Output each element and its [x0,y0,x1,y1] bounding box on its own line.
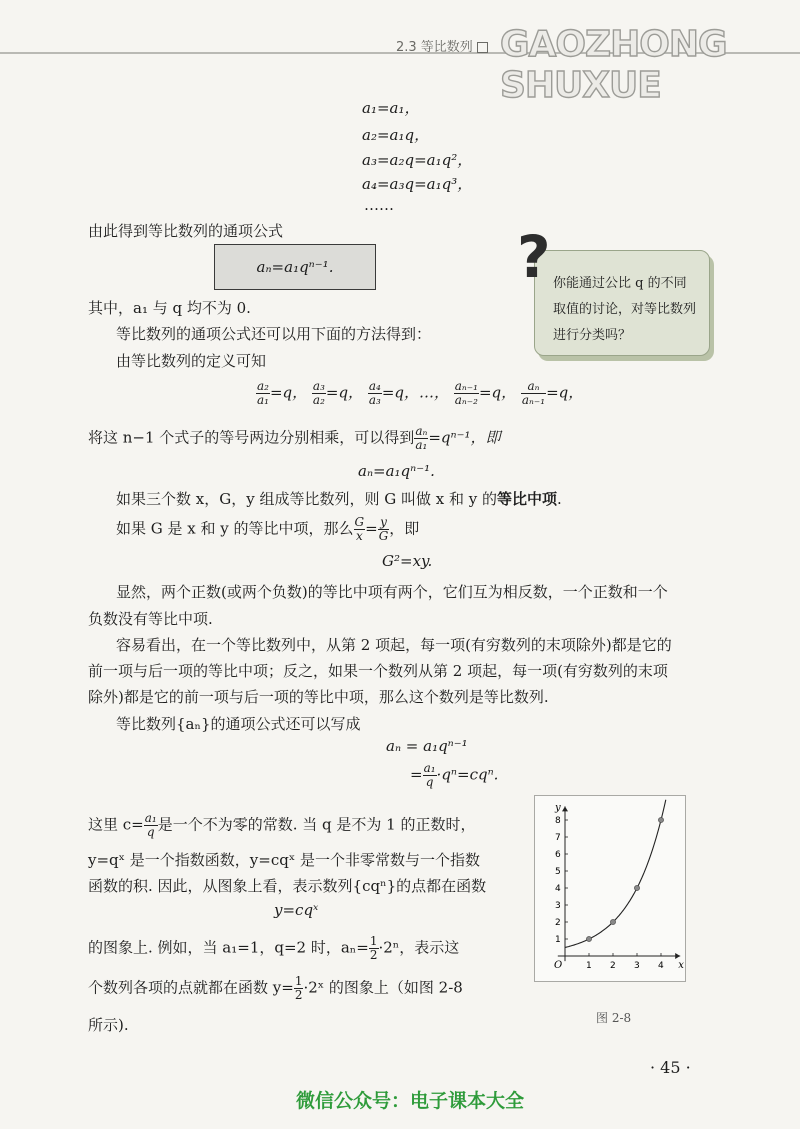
fraction: $\frac{\text{a₃}}{\text{a₂}}$ [312,379,325,407]
question-mark-icon: ? [517,223,551,291]
formula: = $\frac{\text{a₁}}{q}$ ·qⁿ=cqⁿ. [410,761,499,789]
data-point [634,885,639,890]
brand-logo: GAOZHONG SHUXUE [500,24,727,106]
term-geometric-mean: 等比中项 [496,490,557,508]
section-heading: 2.3 等比数列 [396,36,488,55]
watermark-text: 微信公众号：电子课本大全 [296,1090,525,1112]
fraction: $\frac{\text{aₙ₋₁}}{\text{aₙ₋₂}}$ [454,379,478,407]
paragraph: 所示). [88,1016,129,1034]
x-axis-label: x [678,960,684,971]
y-tick-label: 8 [555,816,561,826]
y-tick-label: 4 [555,884,561,894]
exponential-curve [565,800,666,948]
paragraph: 前一项与后一项的等比中项；反之，如果一个数列从第 2 项起，每一项(有穷数列的末项 [88,662,668,680]
paragraph: 个数列各项的点就都在函数 y= $\frac{1}{2}$ ·2ˣ 的图象上（如图 2-8 [88,974,463,1002]
y-tick-label: 1 [555,935,561,945]
origin-label: O [554,960,563,971]
fraction: $\frac{y}{G}$ [378,515,389,543]
derivation-ellipsis: …… [364,196,394,214]
x-tick-label: 4 [658,961,664,971]
derivation-line: a₄=a₃q=a₁q³， [362,175,473,193]
paragraph: 的图象上. 例如，当 a₁=1，q=2 时，aₙ= $\frac{1}{2}$ ·2ⁿ，表示这 [88,934,460,962]
y-axis-arrow-icon [562,806,568,811]
paragraph: 容易看出，在一个等比数列中，从第 2 项起，每一项(有穷数列的末项除外)都是它的 [116,636,672,654]
paragraph: 这里 c= $\frac{\text{a₁}}{q}$ 是一个不为零的常数. 当 q 是不为 1 的正数时， [88,811,476,839]
fraction: $\frac{\text{a₄}}{\text{a₃}}$ [368,379,381,407]
derivation-line: a₂=a₁q， [362,126,430,144]
fraction: $\frac{\text{aₙ}}{\text{aₙ₋₁}}$ [521,379,546,407]
paragraph: 如果三个数 x，G，y 组成等比数列，则 G 叫做 x 和 y 的等比中项. [116,490,562,508]
paragraph: 除外)都是它的前一项与后一项的等比中项，那么这个数列是等比数列. [88,688,549,706]
y-tick-label: 5 [555,867,561,877]
y-tick-label: 6 [555,850,561,860]
x-tick-label: 3 [634,961,640,971]
y-tick-label: 2 [555,918,561,928]
paragraph: 其中，a₁ 与 q 均不为 0. [88,299,251,317]
data-point [610,919,615,924]
derivation-line: a₁=a₁， [362,99,420,117]
paragraph: 由此得到等比数列的通项公式 [88,222,284,240]
y-tick-label: 3 [555,901,561,911]
general-term-formula: aₙ=a₁qⁿ⁻¹. [256,258,334,276]
paragraph: 如果 G 是 x 和 y 的等比中项，那么 $\frac{G}{x}$ = $\frac{y}{G}$ ，即 [116,515,420,543]
general-term-formula-box [214,244,376,290]
y-axis-label: y [555,802,561,814]
derivation-line: a₃=a₂q=a₁q²， [362,151,473,169]
paragraph: 等比数列{aₙ}的通项公式还可以写成 [116,715,361,733]
data-point [586,936,591,941]
paragraph: 负数没有等比中项. [88,610,213,628]
paragraph: 将这 n−1 个式子的等号两边分别相乘，可以得到 $\frac{\text{aₙ}}{\text{a₁}}$ =qⁿ⁻¹，即 [88,424,501,452]
y-tick-label: 7 [555,833,561,843]
square-icon [477,42,488,53]
x-tick-label: 1 [586,961,592,971]
page-number: · 45 · [650,1058,691,1077]
data-point [658,817,663,822]
fraction: $\frac{1}{2}$ [294,974,303,1002]
paragraph: 由等比数列的定义可知 [116,352,267,370]
thinking-tip-box [517,223,710,356]
fraction: $\frac{G}{x}$ [354,515,365,543]
fraction: $\frac{1}{2}$ [369,934,378,962]
figure-caption: 图 2-8 [596,1011,632,1025]
fraction: $\frac{\text{aₙ}}{\text{a₁}}$ [415,424,428,452]
ratio-equations: $\frac{\text{a₂}}{\text{a₁}}$ =q， $\frac{\text{a₃}}{\text{a₂}}$ =q， $\frac{\text{a₄}}{\text{a₃}}$ =q，…， $\frac{\text{aₙ₋₁}}{\text{aₙ₋₂}}$ =q， $\frac{\text{aₙ}}{\text{aₙ₋₁}}$ =q， [257,379,584,407]
tip-text: 你能通过公比 q 的不同取值的讨论，对等比数列进行分类吗？ [553,276,697,343]
formula: aₙ=a₁qⁿ⁻¹. [358,462,435,480]
x-tick-label: 2 [610,961,616,971]
paragraph: y=qˣ 是一个指数函数，y=cqˣ 是一个非零常数与一个指数 [88,851,480,869]
paragraph: 等比数列的通项公式还可以用下面的方法得到： [116,325,432,343]
exponential-graph [535,796,685,981]
paragraph: 显然，两个正数(或两个负数)的等比中项有两个，它们互为相反数，一个正数和一个 [116,583,668,601]
x-axis-arrow-icon [675,953,680,959]
formula: aₙ = a₁qⁿ⁻¹ [386,737,468,755]
figure-2-8 [534,795,686,982]
paragraph: 函数的积. 因此，从图象上看，表示数列{cqⁿ}的点都在函数 [88,877,487,895]
formula: y=cqˣ [274,901,319,919]
fraction: $\frac{\text{a₁}}{q}$ [144,811,157,839]
fraction: $\frac{\text{a₁}}{q}$ [423,761,436,789]
fraction: $\frac{\text{a₂}}{\text{a₁}}$ [257,379,269,407]
formula: G²=xy. [382,552,433,570]
